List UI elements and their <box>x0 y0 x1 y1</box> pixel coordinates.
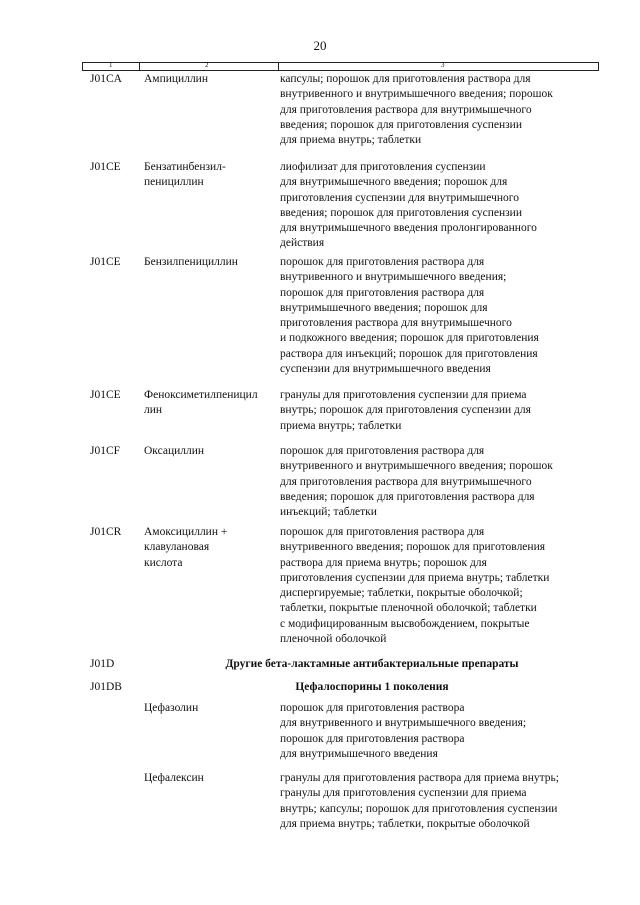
header-col-3: 3 <box>441 61 445 69</box>
name-line: Бензатинбензил- <box>144 161 226 173</box>
form-line: введения; порошок для приготовления суспензии <box>280 118 522 131</box>
form-line: гранулы для приготовления суспензии для приема <box>280 389 527 401</box>
name-line: Цефазолин <box>144 702 199 714</box>
form-line: внутривенного и внутримышечного введения; <box>280 271 507 284</box>
form-line: внутримышечного введения; порошок для <box>280 301 488 314</box>
form-line: суспензии для внутримышечного введения <box>280 363 491 376</box>
form-line: диспергируемые; таблетки, покрытые оболочкой; <box>280 587 523 600</box>
row-dosage-forms <box>280 525 600 647</box>
form-line: для приема внутрь; таблетки <box>280 134 422 147</box>
name-line: Амоксициллин + <box>144 526 228 538</box>
row-drug-name <box>144 388 272 419</box>
form-line: для приготовления раствора для внутримышечного <box>280 475 532 488</box>
form-line: раствора для инъекций; порошок для приготовления <box>280 347 538 360</box>
form-line: внутрь; капсулы; порошок для приготовления суспензии <box>280 802 558 815</box>
name-line: пенициллин <box>144 176 204 189</box>
row-drug-name <box>144 72 272 87</box>
page-number: 20 <box>313 38 327 53</box>
name-line: кислота <box>144 556 183 569</box>
header-divider <box>278 63 279 70</box>
row-code: J01CR <box>90 526 122 538</box>
form-line: приготовления раствора для внутримышечного <box>280 317 512 330</box>
form-line: порошок для приготовления раствора <box>280 732 465 745</box>
form-line: раствора для приема внутрь; порошок для <box>280 556 487 569</box>
form-line: внутривенного и внутримышечного введения; порошок <box>280 460 553 473</box>
form-line: порошок для приготовления раствора для <box>280 526 485 538</box>
form-line: порошок для приготовления раствора <box>280 702 465 714</box>
form-line: для внутримышечного введения <box>280 747 438 760</box>
name-line: лин <box>144 404 163 417</box>
form-line: с модифицированным высвобождением, покрытые <box>280 617 530 630</box>
form-line: порошок для приготовления раствора для <box>280 286 485 299</box>
form-line: для приготовления раствора для внутримышечного <box>280 103 532 116</box>
row-dosage-forms <box>280 444 600 520</box>
group-code: J01D <box>90 658 115 670</box>
form-line: пленочной оболочкой <box>280 633 387 646</box>
form-line: для внутривенного и внутримышечного введения; <box>280 717 527 730</box>
row-code: J01CE <box>90 256 121 268</box>
name-line: Оксациллин <box>144 445 205 457</box>
row-dosage-forms <box>280 160 600 252</box>
group-title: Цефалоспорины 1 поколения <box>295 681 449 693</box>
name-line: Бензилпенициллин <box>144 256 238 268</box>
row-drug-name <box>144 525 272 571</box>
form-line: порошок для приготовления раствора для <box>280 445 485 457</box>
row-drug-name <box>144 255 272 270</box>
form-line: гранулы для приготовления суспензии для приема <box>280 787 527 800</box>
group-code: J01DB <box>90 681 122 693</box>
row-dosage-forms <box>280 388 600 434</box>
form-line: введения; порошок для приготовления суспензии <box>280 206 522 219</box>
row-dosage-forms <box>280 255 600 377</box>
row-code: J01CF <box>90 445 121 457</box>
header-divider <box>139 63 140 70</box>
name-line: Феноксиметилпеницил <box>144 389 258 401</box>
name-line: Ампициллин <box>144 73 208 85</box>
form-line: приготовления суспензии для внутримышечного <box>280 191 519 204</box>
form-line: внутривенного введения; порошок для приготовления <box>280 541 546 554</box>
form-line: введения; порошок для приготовления раствора для <box>280 490 535 503</box>
header-col-2: 2 <box>205 61 209 69</box>
form-line: для внутримышечного введения пролонгированного <box>280 222 537 235</box>
form-line: внутривенного и внутримышечного введения; порошок <box>280 88 553 101</box>
row-drug-name <box>144 771 272 786</box>
name-line: клавулановая <box>144 541 210 554</box>
row-code: J01CA <box>90 73 122 85</box>
row-dosage-forms <box>280 771 600 832</box>
form-line: внутрь; порошок для приготовления суспензии для <box>280 404 531 417</box>
form-line: гранулы для приготовления раствора для приема внутрь; <box>280 772 559 784</box>
form-line: действия <box>280 237 325 250</box>
row-drug-name <box>144 444 272 459</box>
row-code: J01CE <box>90 161 121 173</box>
row-drug-name <box>144 160 272 191</box>
row-drug-name <box>144 701 272 716</box>
form-line: таблетки, покрытые пленочной оболочкой; таблетки <box>280 602 537 615</box>
row-code: J01CE <box>90 389 121 401</box>
form-line: порошок для приготовления раствора для <box>280 256 485 268</box>
row-dosage-forms <box>280 701 600 762</box>
form-line: инъекций; таблетки <box>280 506 377 519</box>
form-line: капсулы; порошок для приготовления раствора для <box>280 73 531 85</box>
header-col-1: 1 <box>109 61 113 69</box>
form-line: лиофилизат для приготовления суспензии <box>280 161 486 173</box>
form-line: приготовления суспензии для приема внутрь; таблетки <box>280 571 550 584</box>
table-header-row <box>82 62 599 71</box>
form-line: для внутримышечного введения; порошок для <box>280 176 508 189</box>
form-line: приема внутрь; таблетки <box>280 419 402 432</box>
form-line: и подкожного введения; порошок для приготовления <box>280 332 539 345</box>
name-line: Цефалексин <box>144 772 204 784</box>
row-dosage-forms <box>280 72 600 148</box>
group-title: Другие бета-лактамные антибактериальные препараты <box>225 658 519 670</box>
form-line: для приема внутрь; таблетки, покрытые оболочкой <box>280 817 530 830</box>
